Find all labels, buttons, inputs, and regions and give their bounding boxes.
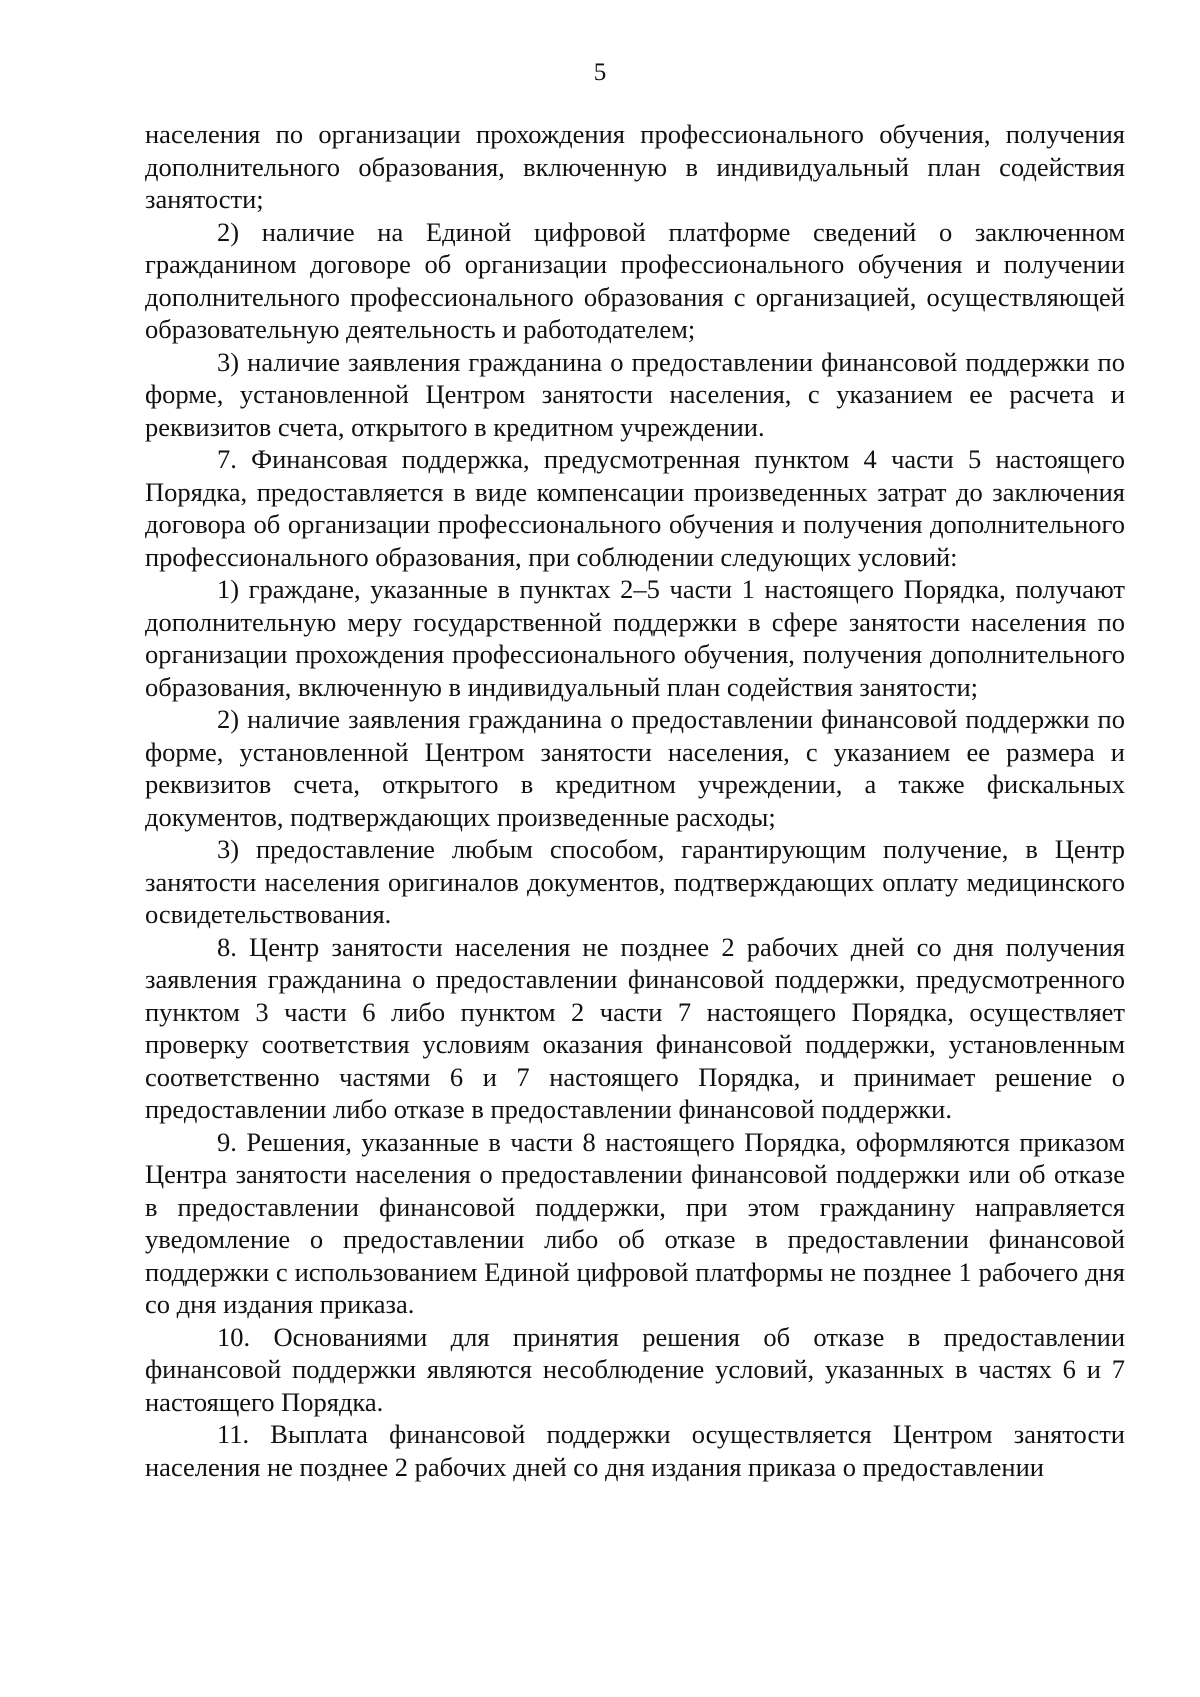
paragraph-11: 11. Выплата финансовой поддержки осуществляется Центром занятости населения не позднее 2 рабочих дней со дня издания приказа о предоставлении — [145, 1419, 1125, 1482]
paragraph-9: 9. Решения, указанные в части 8 настоящего Порядка, оформляются приказом Центра занятости населения о предоставлении финансовой поддержки или об отказе в предоставлении финансовой поддержки, при этом гражданину направляется уведомление о предоставлении либо об отказе в предоставлении финансовой поддержки с использованием Единой цифровой платформы не позднее 1 рабочего дня со дня издания приказа. — [145, 1126, 1125, 1319]
paragraph-2: 2) наличие на Единой цифровой платформе сведений о заключенном гражданином договоре об организации профессионального обучения и получении дополнительного профессионального образования с организацией, осуществляющей образовательную деятельность и работодателем; — [145, 216, 1125, 344]
paragraph-5: 1) граждане, указанные в пунктах 2–5 части 1 настоящего Порядка, получают дополнительную меру государственной поддержки в сфере занятости населения по организации прохождения профессионального обучения, получения дополнительного образования, включенную в индивидуальный план содействия занятости; — [145, 574, 1125, 702]
paragraph-8: 8. Центр занятости населения не позднее 2 рабочих дней со дня получения заявления гражданина о предоставлении финансовой поддержки, предусмотренного пунктом 3 части 6 либо пунктом 2 части 7 настоящего Порядка, осуществляет проверку соответствия условиям оказания финансовой поддержки, установленным соответственно частями 6 и 7 настоящего Порядка, и принимает решение о предоставлении либо отказе в предоставлении финансовой поддержки. — [145, 931, 1125, 1124]
paragraph-7: 3) предоставление любым способом, гарантирующим получение, в Центр занятости населения оригиналов документов, подтверждающих оплату медицинского освидетельствования. — [145, 834, 1125, 929]
paragraph-4: 7. Финансовая поддержка, предусмотренная пунктом 4 части 5 настоящего Порядка, предоставляется в виде компенсации произведенных затрат до заключения договора об организации профессионального обучения и получения дополнительного профессионального образования, при соблюдении следующих условий: — [145, 444, 1125, 572]
paragraph-3: 3) наличие заявления гражданина о предоставлении финансовой поддержки по форме, установленной Центром занятости населения, с указанием ее расчета и реквизитов счета, открытого в кредитном учреждении. — [145, 346, 1125, 442]
paragraph-10: 10. Основаниями для принятия решения об отказе в предоставлении финансовой поддержки являются несоблюдение условий, указанных в частях 6 и 7 настоящего Порядка. — [145, 1321, 1125, 1417]
paragraph-1: населения по организации прохождения профессионального обучения, получения дополнительного образования, включенную в индивидуальный план содействия занятости; — [145, 119, 1125, 214]
document-body — [145, 118, 1125, 1483]
paragraph-6: 2) наличие заявления гражданина о предоставлении финансовой поддержки по форме, установленной Центром занятости населения, с указанием ее размера и реквизитов счета, открытого в кредитном учреждении, а также фискальных документов, подтверждающих произведенные расходы; — [145, 704, 1125, 832]
page-number: 5 — [593, 59, 607, 86]
